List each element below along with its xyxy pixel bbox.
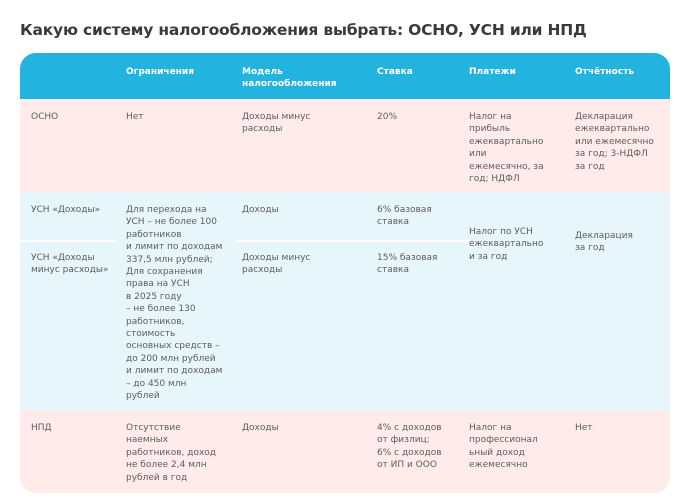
header-model: Модель налогообложения xyxy=(242,67,337,89)
npd-reporting: Нет xyxy=(575,423,593,433)
tax-systems-table xyxy=(20,53,670,493)
usn-limits: Для перехода на УСН – не более 100 работников и лимит по доходам 337,5 млн рублей; Для сохранения права на УСН в 2025 году – не более 130 работников, стоимость основных средств – до 200 млн рублей и лимит по доходам – до 450 млн рублей xyxy=(126,205,223,402)
usn-income-model: Доходы xyxy=(242,205,279,215)
page-title: Какую систему налогообложения выбрать: ОСНО, УСН или НПД xyxy=(20,21,587,39)
usn-income-name: УСН «Доходы» xyxy=(31,205,101,215)
header-limits: Ограничения xyxy=(126,67,194,77)
header-payments: Платежи xyxy=(469,67,516,77)
table-row-osno xyxy=(20,99,670,192)
osno-payments: Налог на прибыль ежеквартально или ежемесячно, за год; НДФЛ xyxy=(469,112,544,185)
usn-divider xyxy=(20,240,116,242)
osno-limits: Нет xyxy=(126,112,144,122)
npd-model: Доходы xyxy=(242,423,279,433)
table-row-npd xyxy=(20,410,670,493)
npd-limits: Отсутствие наемных работников, доход не более 2,4 млн рублей в год xyxy=(126,423,217,483)
usn-reporting: Декларация за год xyxy=(575,231,633,254)
npd-rate: 4% с доходов от физлиц; 6% с доходов от ИП и ООО xyxy=(377,423,442,471)
table-row-usn xyxy=(20,192,670,410)
usn-income-expense-model: Доходы минус расходы xyxy=(242,253,311,276)
osno-rate: 20% xyxy=(377,112,398,122)
header-reporting: Отчётность xyxy=(575,67,635,77)
table-header xyxy=(20,53,670,99)
osno-name: ОСНО xyxy=(31,112,59,122)
npd-name: НПД xyxy=(31,423,52,433)
osno-model: Доходы минус расходы xyxy=(242,112,311,135)
usn-payments: Налог по УСН ежеквартально и за год xyxy=(469,227,544,262)
npd-payments: Налог на профессионал ьный доход ежемесячно xyxy=(469,423,538,471)
usn-income-expense-rate: 15% базовая ставка xyxy=(377,253,438,276)
osno-reporting: Декларация ежеквартально или ежемесячно за год; 3-НДФЛ за год xyxy=(575,112,654,172)
usn-income-expense-name: УСН «Доходы минус расходы» xyxy=(31,253,109,276)
usn-divider xyxy=(236,240,468,242)
header-rate: Ставка xyxy=(377,67,413,77)
usn-income-rate: 6% базовая ставка xyxy=(377,205,432,228)
